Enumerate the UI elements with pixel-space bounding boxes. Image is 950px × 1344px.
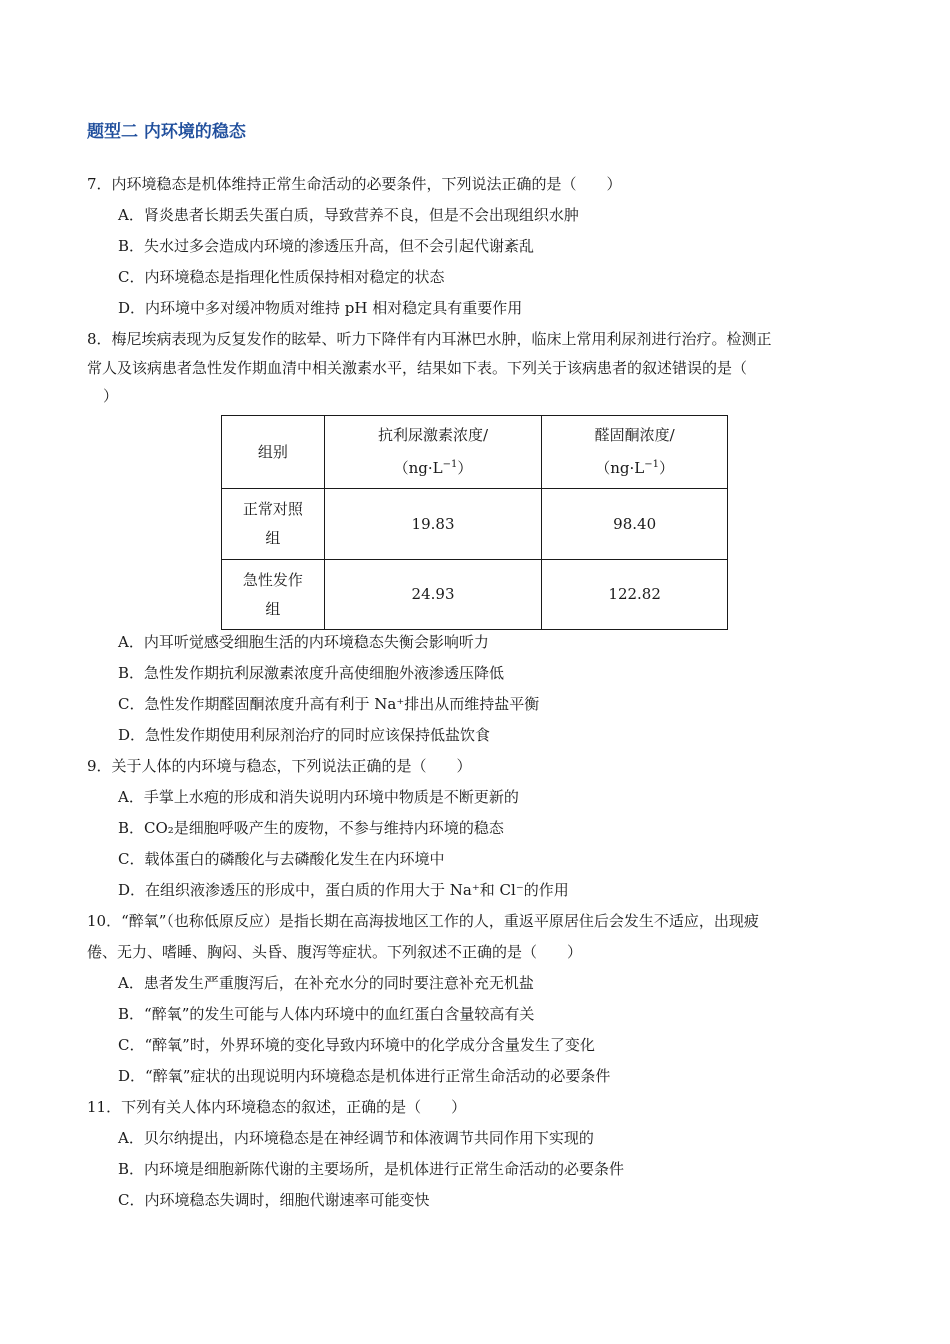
row-normal-group: 正常对照 组 xyxy=(222,489,325,560)
table-header-row xyxy=(222,416,728,489)
question-10-stem-line-2: 倦、无力、嗜睡、胸闷、头昏、腹泻等症状。下列叙述不正确的是（ ） xyxy=(87,943,583,961)
question-11-stem: 11．下列有关人体内环境稳态的叙述，正确的是（ ） xyxy=(87,1098,467,1116)
question-9-option-d: D．在组织液渗透压的形成中，蛋白质的作用大于 Na⁺和 Cl⁻的作用 xyxy=(118,881,569,899)
row-acute-group: 急性发作 组 xyxy=(222,560,325,630)
header-aldosterone-unit: $(ng\cdot L^{-1})$ xyxy=(595,459,675,477)
section-title: 题型二 内环境的稳态 xyxy=(87,122,246,142)
question-8-option-d: D．急性发作期使用利尿剂治疗的同时应该保持低盐饮食 xyxy=(118,726,491,744)
question-9-option-b: B．CO₂是细胞呼吸产生的废物，不参与维持内环境的稳态 xyxy=(118,819,504,837)
row-acute-adh: 24.93 xyxy=(324,560,542,630)
question-9-stem: 9．关于人体的内环境与稳态，下列说法正确的是（ ） xyxy=(87,757,472,775)
question-10-option-d: D．“醉氧”症状的出现说明内环境稳态是机体进行正常生命活动的必要条件 xyxy=(118,1067,611,1085)
question-7-option-a: A．肾炎患者长期丢失蛋白质，导致营养不良，但是不会出现组织水肿 xyxy=(118,206,579,224)
question-10-stem-line-1: 10．“醉氧”（也称低原反应）是指长期在高海拔地区工作的人，重返平原居住后会发生不适应，出现疲 xyxy=(87,912,759,930)
question-7-option-d: D．内环境中多对缓冲物质对维持 pH 相对稳定具有重要作用 xyxy=(118,299,523,317)
question-10-option-b: B．“醉氧”的发生可能与人体内环境中的血红蛋白含量较高有关 xyxy=(118,1005,535,1023)
header-adh-label: 抗利尿激素浓度/ xyxy=(377,426,489,444)
header-aldosterone xyxy=(542,416,728,489)
question-10-option-c: C．“醉氧”时，外界环境的变化导致内环境中的化学成分含量发生了变化 xyxy=(118,1036,595,1054)
question-11-option-b: B．内环境是细胞新陈代谢的主要场所，是机体进行正常生命活动的必要条件 xyxy=(118,1160,625,1178)
question-8-option-c: C．急性发作期醛固酮浓度升高有利于 Na⁺排出从而维持盐平衡 xyxy=(118,695,540,713)
row-normal-aldosterone: 98.40 xyxy=(542,489,728,560)
question-8-stem-line-3: ） xyxy=(103,387,119,405)
row-acute-aldosterone: 122.82 xyxy=(542,560,728,630)
header-adh xyxy=(324,416,542,489)
question-9-option-c: C．载体蛋白的磷酸化与去磷酸化发生在内环境中 xyxy=(118,850,445,868)
table-row xyxy=(222,560,728,630)
question-11-option-c: C．内环境稳态失调时，细胞代谢速率可能变快 xyxy=(118,1191,430,1209)
question-7-option-c: C．内环境稳态是指理化性质保持相对稳定的状态 xyxy=(118,268,445,286)
question-7-option-b: B．失水过多会造成内环境的渗透压升高，但不会引起代谢紊乱 xyxy=(118,237,535,255)
header-adh-unit: $(ng\cdot L^{-1})$ xyxy=(393,459,473,477)
question-8-option-a: A．内耳听觉感受细胞生活的内环境稳态失衡会影响听力 xyxy=(118,633,489,651)
header-group: 组别 xyxy=(222,416,325,489)
question-10-option-a: A．患者发生严重腹泻后，在补充水分的同时要注意补充无机盐 xyxy=(118,974,534,992)
header-aldosterone-label: 醛固酮浓度/ xyxy=(594,426,675,444)
table-row xyxy=(222,489,728,560)
question-8-stem-line-2: 常人及该病患者急性发作期血清中相关激素水平，结果如下表。下列关于该病患者的叙述错误的是（ xyxy=(87,359,748,377)
question-8-option-b: B．急性发作期抗利尿激素浓度升高使细胞外液渗透压降低 xyxy=(118,664,505,682)
hormone-table xyxy=(221,415,728,630)
question-11-option-a: A．贝尔纳提出，内环境稳态是在神经调节和体液调节共同作用下实现的 xyxy=(118,1129,594,1147)
question-9-option-a: A．手掌上水疱的形成和消失说明内环境中物质是不断更新的 xyxy=(118,788,519,806)
question-8-stem-line-1: 8．梅尼埃病表现为反复发作的眩晕、听力下降伴有内耳淋巴水肿，临床上常用利尿剂进行治疗。检测正 xyxy=(87,330,772,348)
question-7-stem: 7．内环境稳态是机体维持正常生命活动的必要条件，下列说法正确的是（ ） xyxy=(87,175,622,193)
row-normal-adh: 19.83 xyxy=(324,489,542,560)
